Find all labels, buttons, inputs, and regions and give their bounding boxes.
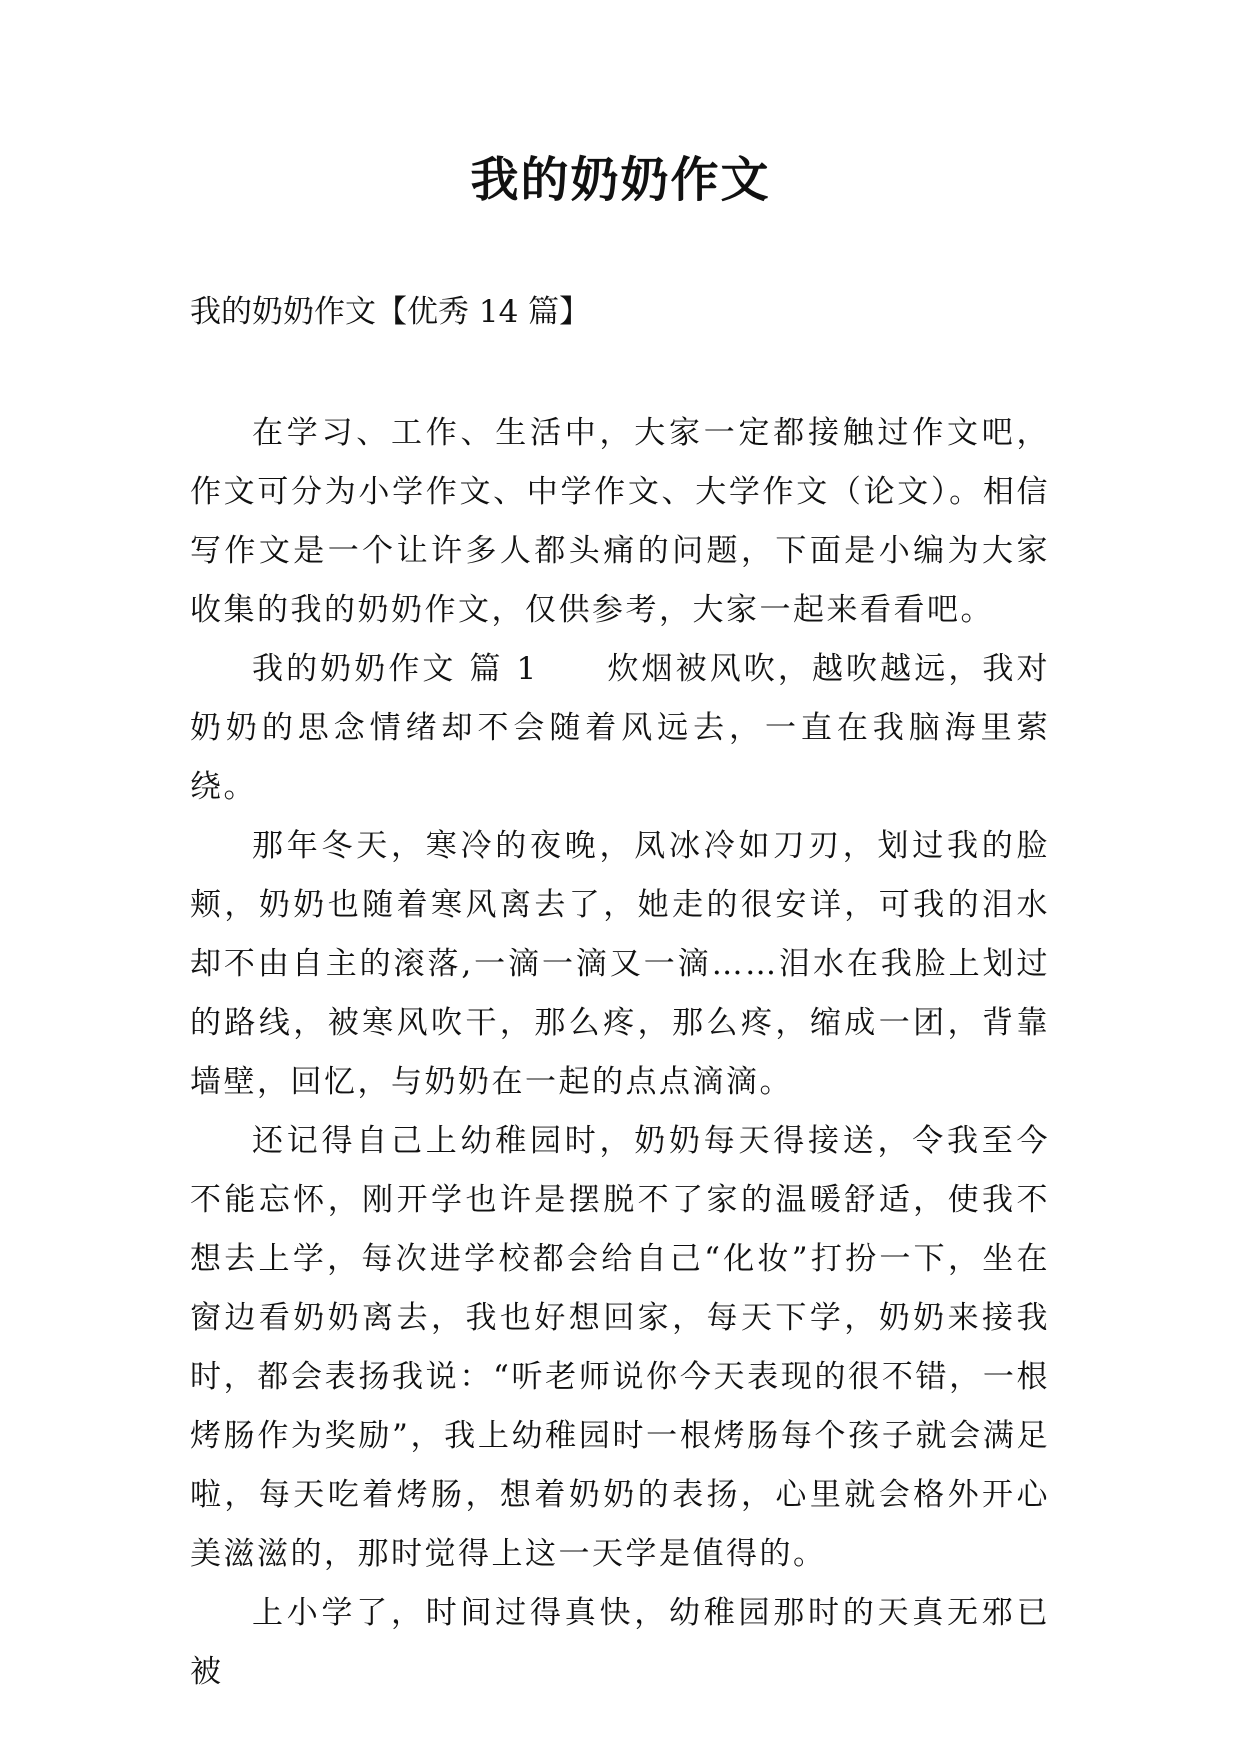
- paragraph-winter-night: 那年冬天，寒冷的夜晚，凤冰冷如刀刃，划过我的脸颊，奶奶也随着寒风离去了，她走的很安详，可我的泪水却不由自主的滚落,一滴一滴又一滴……泪水在我脸上划过的路线，被寒风吹干，那么疼，那么疼，缩成一团，背靠墙壁，回忆，与奶奶在一起的点点滴滴。: [190, 828, 1050, 1100]
- document-body: [190, 404, 1050, 1702]
- paragraph-intro: 在学习、工作、生活中，大家一定都接触过作文吧，作文可分为小学作文、中学作文、大学作文（论文）。相信写作文是一个让许多人都头痛的问题，下面是小编为大家收集的我的奶奶作文，仅供参考，大家一起来看看吧。: [190, 415, 1050, 628]
- document-title: 我的奶奶作文: [470, 152, 771, 208]
- paragraph-kindergarten: 还记得自己上幼稚园时，奶奶每天得接送，令我至今不能忘怀，刚开学也许是摆脱不了家的温暖舒适，使我不想去上学，每次进学校都会给自己“化妆”打扮一下，坐在窗边看奶奶离去，我也好想回家，每天下学，奶奶来接我时，都会表扬我说：“听老师说你今天表现的很不错，一根烤肠作为奖励”，我上幼稚园时一根烤肠每个孩子就会满足啦，每天吃着烤肠，想着奶奶的表扬，心里就会格外开心美滋滋的，那时觉得上这一天学是值得的。: [190, 1123, 1050, 1572]
- paragraph-primary-school: 上小学了，时间过得真快，幼稚园那时的天真无邪已被: [190, 1595, 1050, 1690]
- document-subtitle: 我的奶奶作文【优秀 14 篇】: [190, 294, 591, 330]
- paragraph-essay-1-opening: 我的奶奶作文 篇 1 炊烟被风吹，越吹越远，我对奶奶的思念情绪却不会随着风远去，一直在我脑海里萦绕。: [190, 651, 1050, 805]
